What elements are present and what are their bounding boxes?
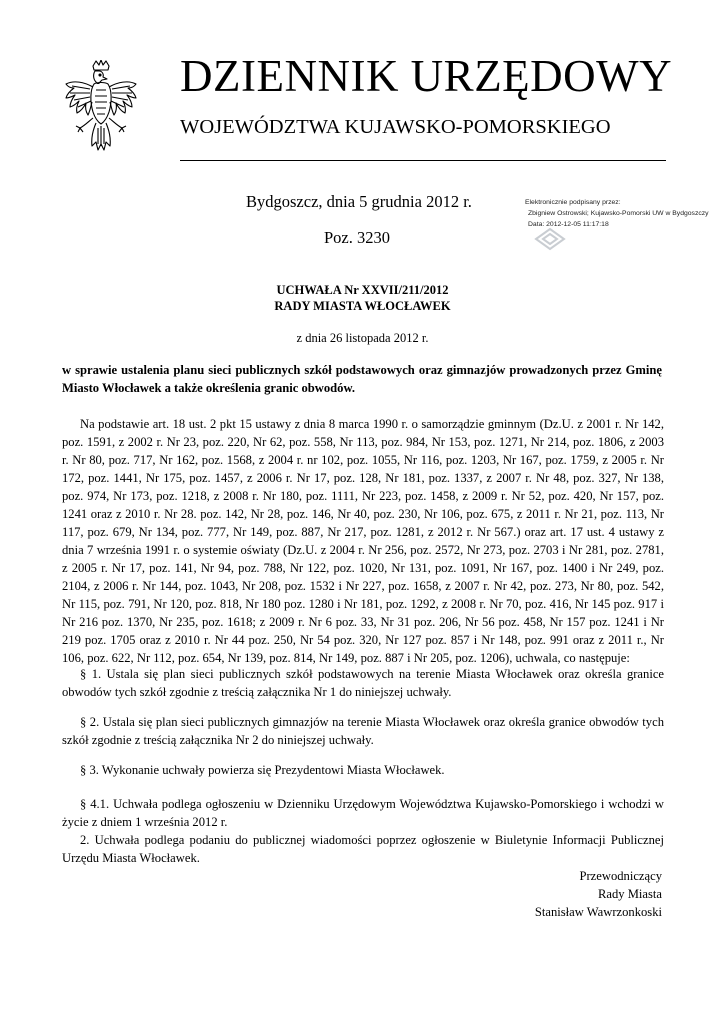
place-date: Bydgoszcz, dnia 5 grudnia 2012 r. [246, 192, 472, 211]
section-4-1: § 4.1. Uchwała podlega ogłoszeniu w Dzienniku Urzędowym Województwa Kujawsko-Pomorskiego i wchodzi w życie z dniem 1 września 2012 r. [62, 797, 664, 829]
signoff-body: Rady Miasta [597, 887, 662, 901]
signature-date: Data: 2012-12-05 11:17:18 [528, 221, 609, 228]
section-4-2: 2. Uchwała podlega podaniu do publicznej wiadomości poprzez ogłoszenie w Biuletynie Informacji Publicznej Urzędu Miasta Włocławek. [62, 833, 664, 865]
preamble-paragraph: Na podstawie art. 18 ust. 2 pkt 15 ustawy z dnia 8 marca 1990 r. o samorządzie gminnym (Dz.U. z 2001 r. Nr 142, poz. 1591, z 2002 r. Nr 23, poz. 220, Nr 62, poz. 558, Nr 113, poz. 984, Nr 153, poz. 1271, Nr 214, poz. 1806, z 2003 r. Nr 80, poz. 717, Nr 162, poz. 1568, z 2004 r. nr 102, poz. 1055, Nr 116, poz. 1203, Nr 167, poz. 1759, z 2005 r. Nr 172, poz. 1441, Nr 175, poz. 1457, z 2006 r. Nr 17, poz. 128, Nr 181, poz. 1337, z 2007 r. Nr 48, poz. 327, Nr 138, poz. 974, Nr 173, poz. 1218, z 2008 r. Nr 180, poz. 1111, Nr 223, poz. 1458, z 2009 r. Nr 52, poz. 420, Nr 157, poz. 1241 oraz z 2010 r. Nr 28. poz. 142, Nr 28, poz. 146, Nr 40, poz. 230, Nr 106, poz. 675, z 2011 r. Nr 21, poz. 113, Nr 117, poz. 679, Nr 134, poz. 777, Nr 149, poz. 887, Nr 217, poz. 1281, z 2012 r. Nr 567.) oraz art. 17 ust. 4 ustawy z dnia 7 września 1991 r. o systemie oświaty (Dz.U. z 2004 r. Nr 256, poz. 2572, Nr 273, poz. 2703 i Nr 281, poz. 2781, z 2005 r. Nr 17, poz. 141, Nr 94, poz. 788, Nr 122, poz. 1020, Nr 131, poz. 1091, Nr 167, poz. 1400 i Nr 249, poz. 2104, z 2006 r. Nr 144, poz. 1043, Nr 208, poz. 1532 i Nr 227, poz. 1658, z 2007 r. Nr 42, poz. 273, Nr 80, poz. 542, Nr 115, poz. 791, Nr 120, poz. 818, Nr 180 poz. 1280 i Nr 181, poz. 1292, z 2008 r. Nr 70, poz. 416, Nr 145 poz. 917 i Nr 216 poz. 1370, Nr 235, poz. 1618; z 2009 r. Nr 6 poz. 33, Nr 31 poz. 206, Nr 56 poz. 458, Nr 157 poz. 1241 i Nr 219 poz. 1705 oraz z 2010 r. Nr 44 poz. 250, Nr 54 poz. 320, Nr 127 poz. 857 i Nr 148, poz. 991 oraz z 2011 r., Nr 106, poz. 622, Nr 112, poz. 654, Nr 139, poz. 814, Nr 149, poz. 887 i Nr 205, poz. 1206), uchwala, co następuje: [62, 417, 664, 665]
eagle-emblem-icon [62, 60, 140, 162]
act-issuer: RADY MIASTA WŁOCŁAWEK [274, 299, 451, 313]
signature-signer: Zbigniew Ostrowski; Kujawsko-Pomorski UW w Bydgoszczy [528, 210, 709, 217]
act-subject: w sprawie ustalenia planu sieci publicznych szkół podstawowych oraz gimnazjów prowadzonych przez Gminę Miasto Włocławek a także określenia granic obwodów. [62, 363, 662, 395]
signoff-name: Stanisław Wawrzonkoski [534, 905, 662, 919]
journal-title: DZIENNIK URZĘDOWY [180, 51, 673, 101]
section-1: § 1. Ustala się plan sieci publicznych szkół podstawowych na terenie Miasta Włocławek oraz określa granice obwodów tych szkół zgodnie z treścią załącznika Nr 1 do niniejszej uchwały. [62, 667, 664, 699]
signature-label: Elektronicznie podpisany przez: [525, 199, 621, 206]
act-number: UCHWAŁA Nr XXVII/211/2012 [276, 283, 449, 297]
act-date: z dnia 26 listopada 2012 r. [296, 331, 429, 345]
signature-seal-icon [533, 226, 567, 252]
position-number: Poz. 3230 [324, 228, 390, 247]
signoff-block [535, 867, 662, 921]
section-3: § 3. Wykonanie uchwały powierza się Prezydentowi Miasta Włocławek. [80, 763, 445, 777]
electronic-signature-box [525, 197, 725, 253]
journal-subtitle: WOJEWÓDZTWA KUJAWSKO-POMORSKIEGO [180, 116, 611, 138]
signoff-role: Przewodniczący [579, 869, 662, 883]
section-2: § 2. Ustala się plan sieci publicznych gimnazjów na terenie Miasta Włocławek oraz określa granice obwodów tych szkół zgodnie z treścią załącznika Nr 2 do niniejszej uchwały. [62, 715, 664, 747]
masthead-divider [180, 160, 666, 161]
